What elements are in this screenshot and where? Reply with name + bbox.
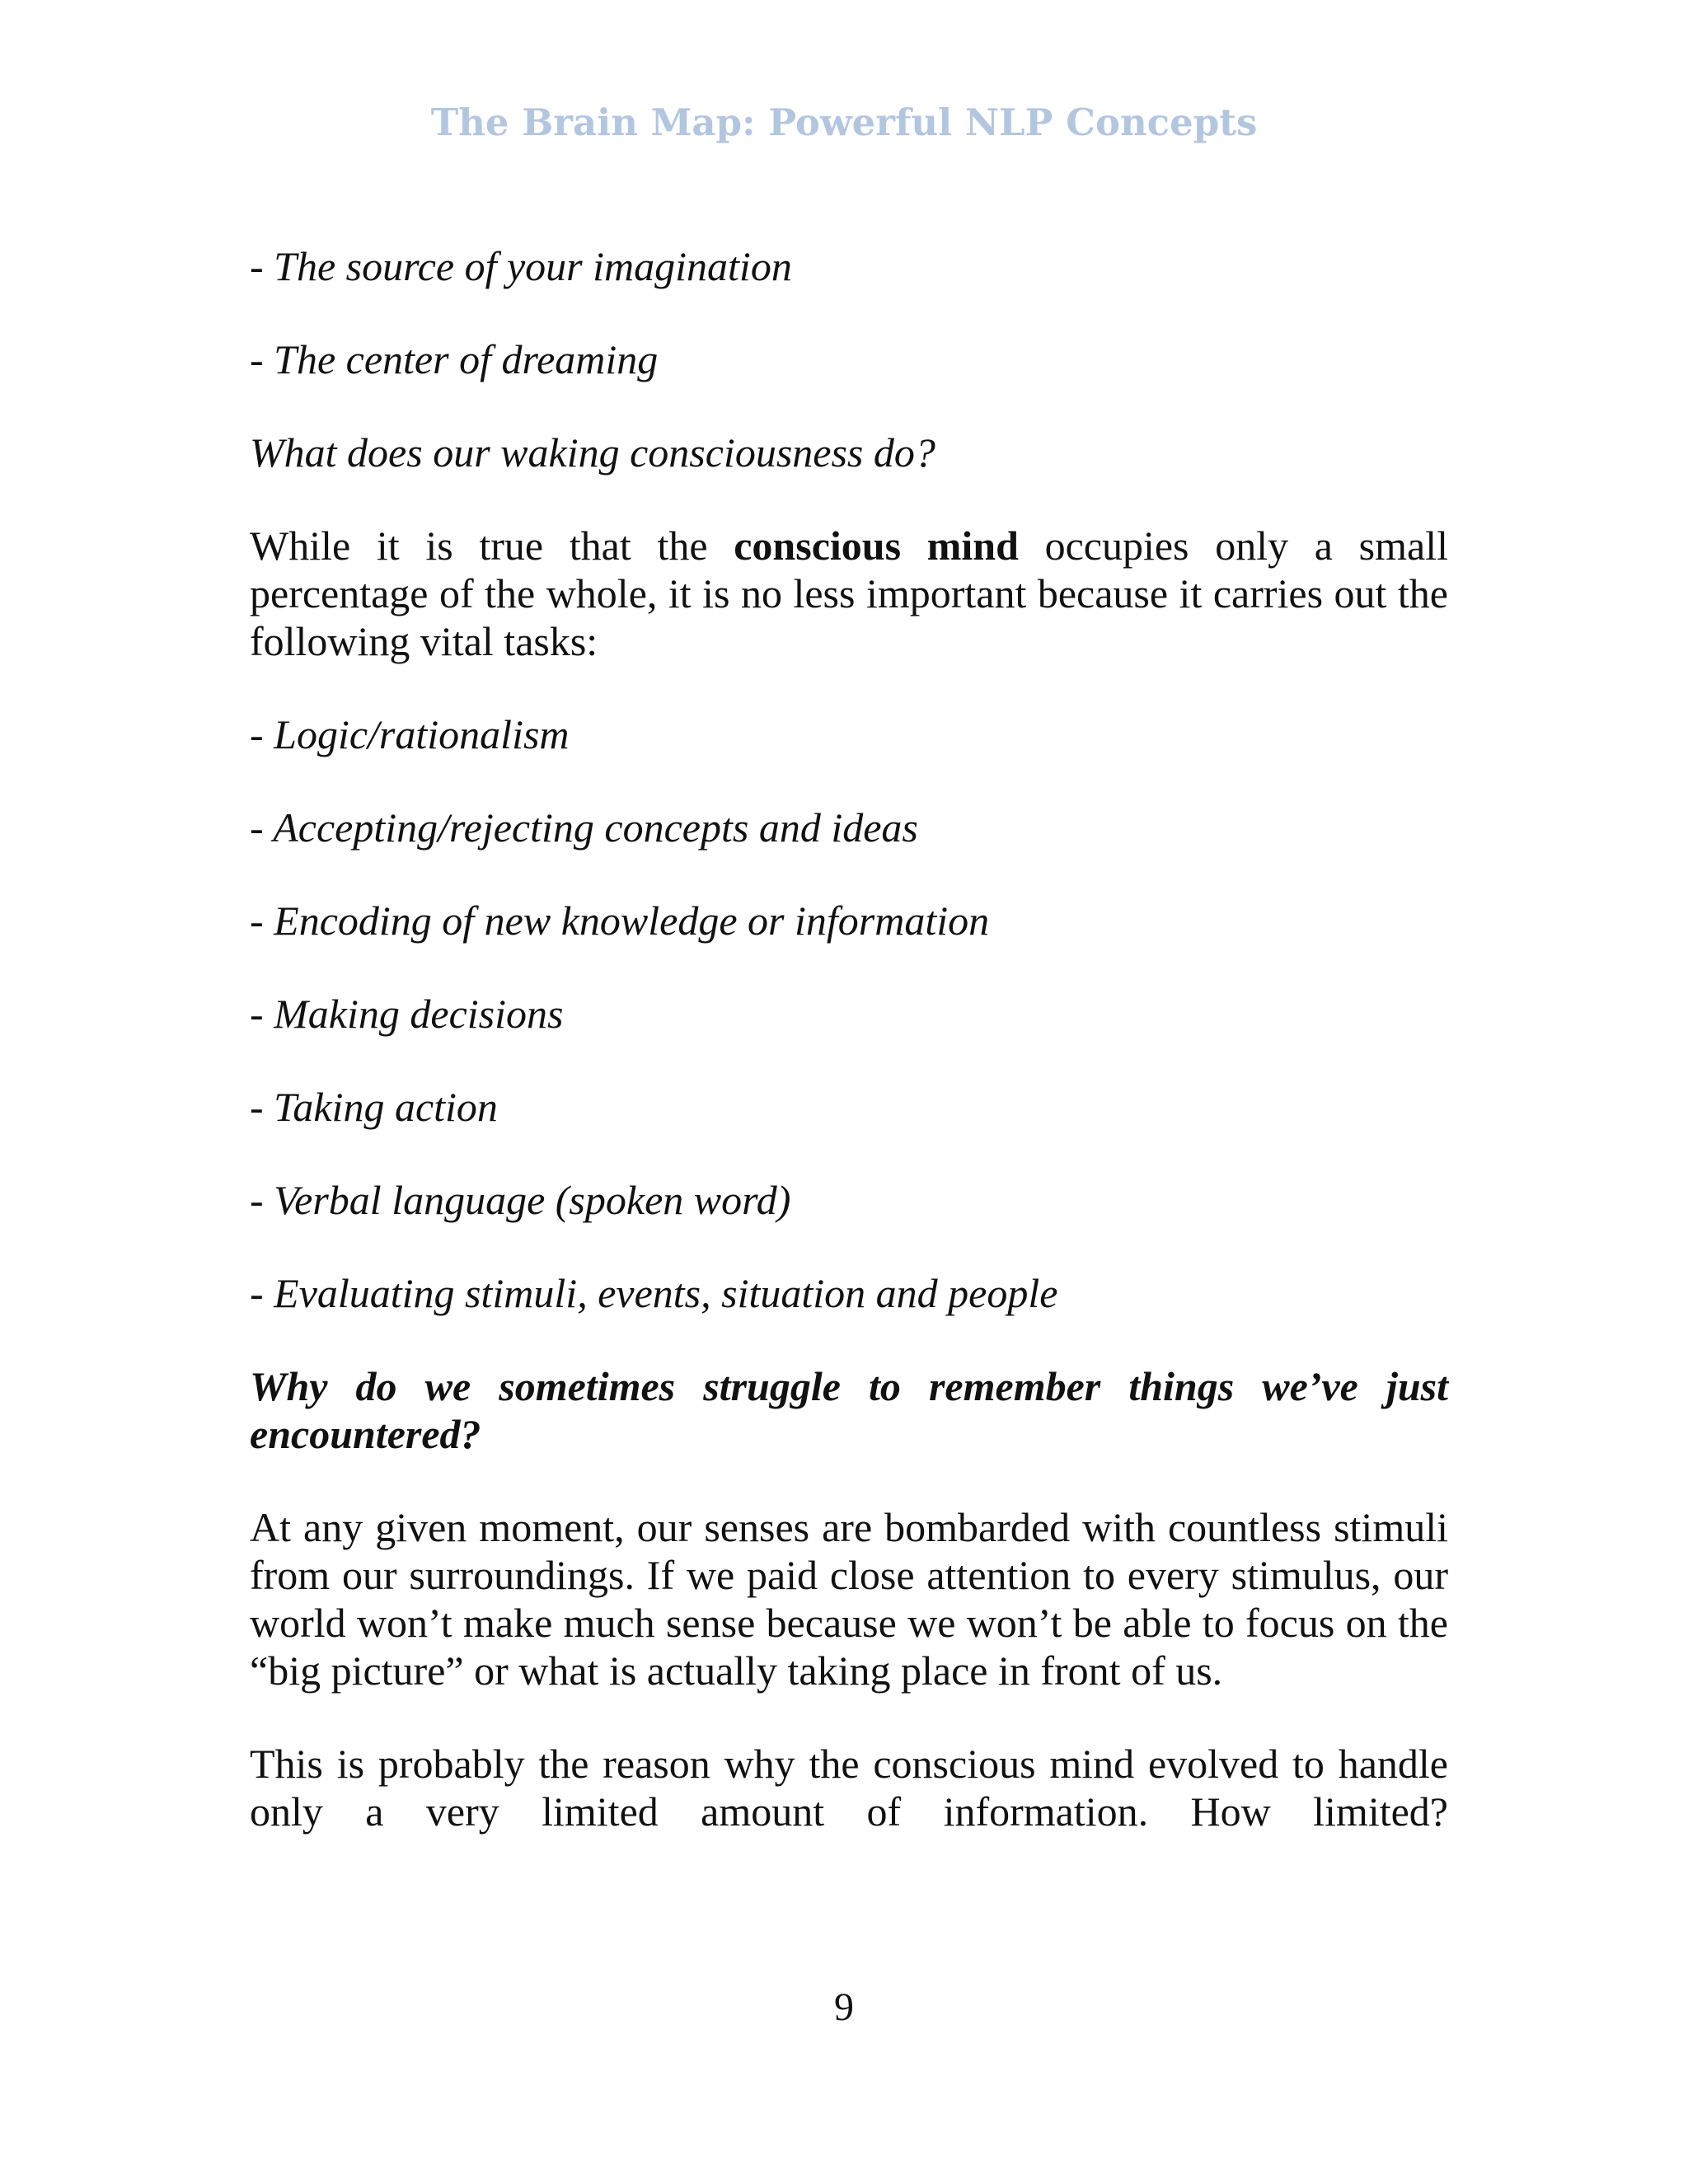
list-item: - The source of your imagination (250, 243, 792, 289)
paragraph-text: While it is true that the (250, 523, 734, 569)
section-heading-question: Why do we sometimes struggle to remember things we’ve just encountered? (250, 1363, 1448, 1457)
task-item: - Taking action (250, 1084, 498, 1130)
paragraph-senses: At any given moment, our senses are bombarded with countless stimuli from our surroundings. If we paid close attention to every stimulus, our world won’t make much sense because we won’t be able to focus on the “big picture” or what is actually taking place in front of us. (250, 1504, 1448, 1694)
task-item: - Evaluating stimuli, events, situation and people (250, 1270, 1058, 1316)
task-item: - Verbal language (spoken word) (250, 1177, 791, 1223)
task-item: - Accepting/rejecting concepts and ideas (250, 804, 918, 851)
running-header: The Brain Map: Powerful NLP Concepts (430, 101, 1258, 144)
page-number: 9 (834, 1985, 854, 2029)
task-item: - Making decisions (250, 991, 564, 1037)
paragraph-text: occupies only a small percentage of the whole, it is no less important because it carries out the following vital tasks: (250, 523, 1448, 664)
paragraph-limited: This is probably the reason why the conscious mind evolved to handle only a very limited amount of information. How limited? (250, 1741, 1448, 1835)
body-content (250, 242, 1448, 1835)
bold-term: conscious mind (734, 523, 1019, 569)
paragraph-conscious-mind (250, 522, 1448, 665)
list-item: - The center of dreaming (250, 336, 659, 382)
task-item: - Encoding of new knowledge or information (250, 898, 990, 944)
task-item: - Logic/rationalism (250, 711, 570, 757)
section-question: What does our waking consciousness do? (250, 429, 935, 476)
